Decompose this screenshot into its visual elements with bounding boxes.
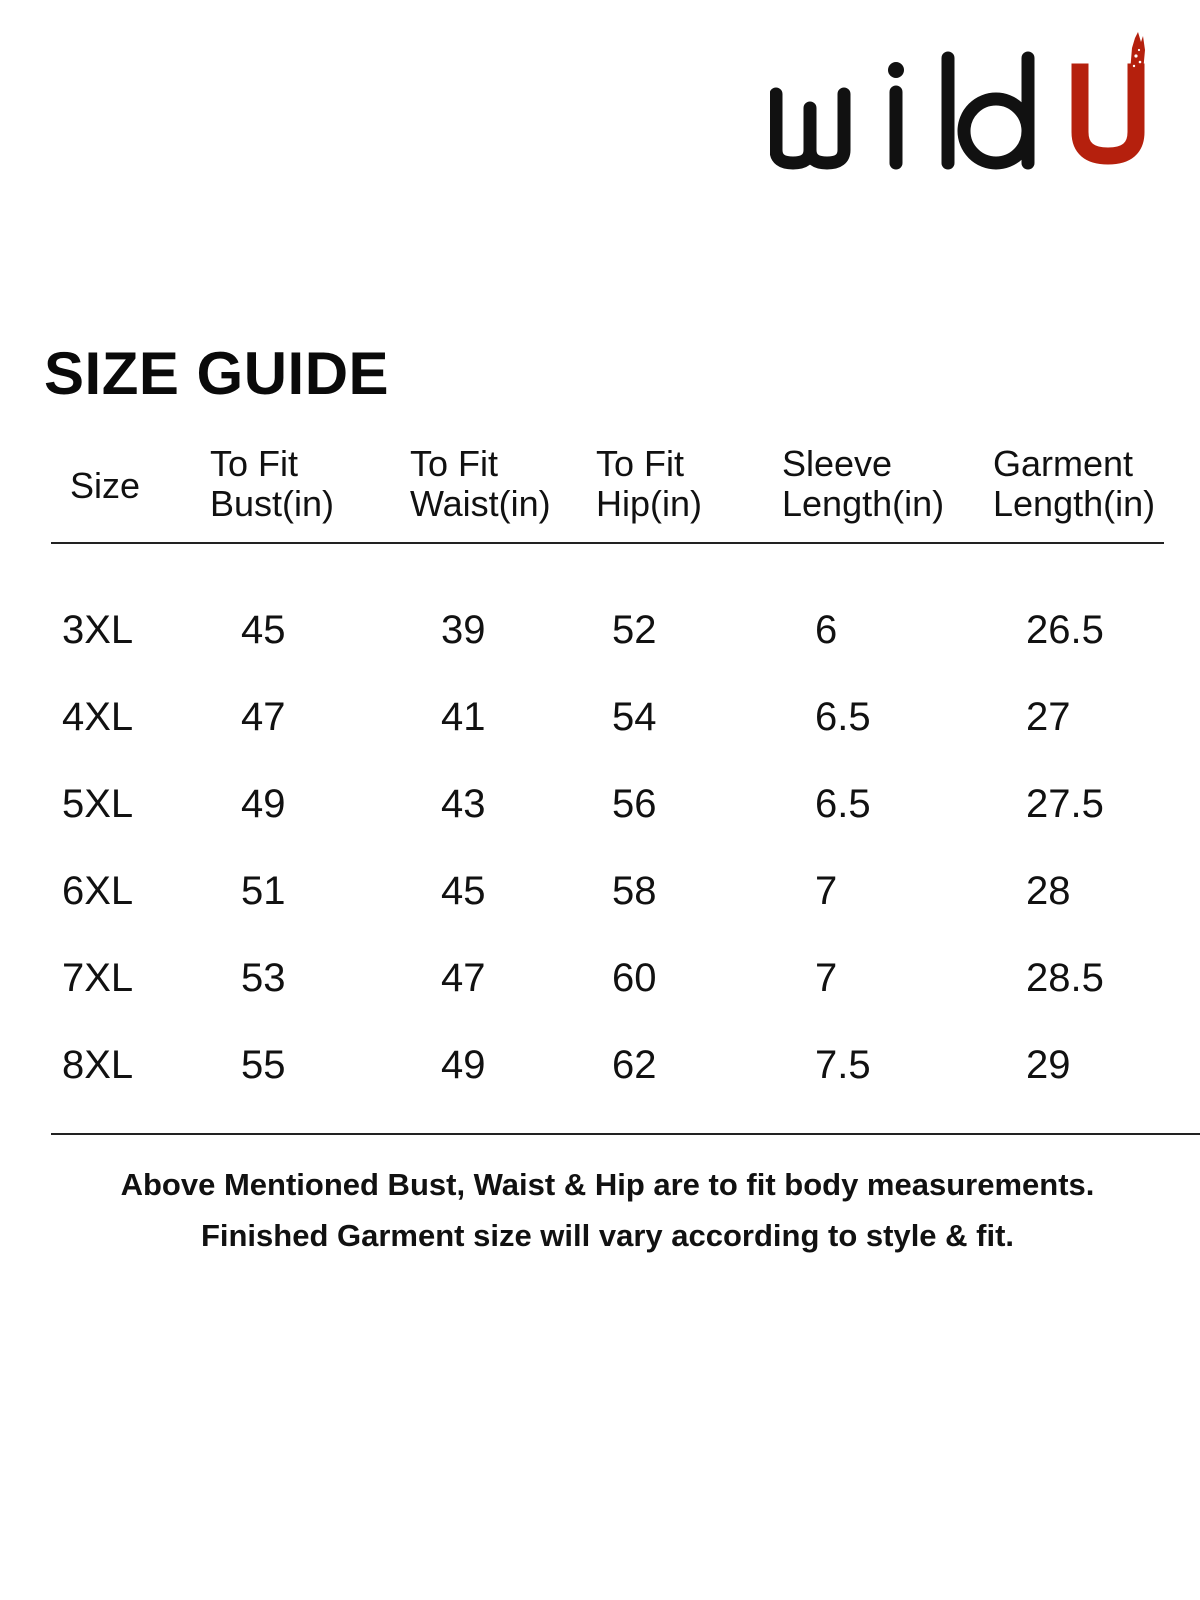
column-header-sleeve-line1: Sleeve	[782, 443, 893, 484]
table-row	[0, 600, 1200, 660]
header-divider	[51, 542, 1164, 544]
table-row	[0, 948, 1200, 1008]
column-header-sleeve-line2: Length(in)	[782, 483, 945, 524]
cell-garment: 27.5	[1026, 782, 1104, 826]
cell-garment: 28.5	[1026, 956, 1104, 1000]
cell-bust: 49	[241, 782, 286, 826]
cell-sleeve: 7	[815, 869, 838, 913]
cell-bust: 55	[241, 1043, 286, 1087]
cell-bust: 45	[241, 608, 286, 652]
table-row	[0, 1035, 1200, 1095]
page-title: SIZE GUIDE	[44, 340, 390, 407]
cell-waist: 39	[441, 608, 486, 652]
cell-waist: 45	[441, 869, 486, 913]
cell-sleeve: 6.5	[815, 782, 871, 826]
column-header-waist-line2: Waist(in)	[410, 483, 551, 524]
column-header-waist	[410, 444, 551, 524]
cell-sleeve: 7	[815, 956, 838, 1000]
column-header-hip	[596, 444, 702, 524]
brand-logo	[770, 28, 1180, 178]
cell-sleeve: 7.5	[815, 1043, 871, 1087]
cell-garment: 26.5	[1026, 608, 1104, 652]
cell-hip: 54	[612, 695, 657, 739]
column-header-garment-line1: Garment	[993, 443, 1134, 484]
cell-garment: 27	[1026, 695, 1071, 739]
cell-garment: 29	[1026, 1043, 1071, 1087]
column-header-size-line2: Size	[70, 465, 141, 506]
cell-waist: 41	[441, 695, 486, 739]
wild-u-logo-icon	[770, 28, 1180, 178]
cell-hip: 62	[612, 1043, 657, 1087]
column-header-bust-line1: To Fit	[210, 443, 299, 484]
note-line-1: Above Mentioned Bust, Waist & Hip are to fit body measurements.	[120, 1167, 1095, 1202]
cell-bust: 51	[241, 869, 286, 913]
note-line-2: Finished Garment size will vary according to style & fit.	[200, 1218, 1015, 1253]
cell-size: 3XL	[62, 608, 134, 652]
column-header-hip-line2: Hip(in)	[596, 483, 703, 524]
cell-size: 8XL	[62, 1043, 134, 1087]
cell-size: 6XL	[62, 869, 134, 913]
column-header-size	[70, 466, 140, 506]
cell-sleeve: 6	[815, 608, 838, 652]
cell-bust: 53	[241, 956, 286, 1000]
cell-size: 7XL	[62, 956, 134, 1000]
column-header-waist-line1: To Fit	[410, 443, 499, 484]
column-header-hip-line1: To Fit	[596, 443, 685, 484]
cell-hip: 60	[612, 956, 657, 1000]
table-row	[0, 774, 1200, 834]
cell-size: 5XL	[62, 782, 134, 826]
table-row	[0, 687, 1200, 747]
cell-sleeve: 6.5	[815, 695, 871, 739]
cell-garment: 28	[1026, 869, 1071, 913]
cell-hip: 58	[612, 869, 657, 913]
cell-bust: 47	[241, 695, 286, 739]
cell-hip: 52	[612, 608, 657, 652]
cell-waist: 47	[441, 956, 486, 1000]
cell-waist: 49	[441, 1043, 486, 1087]
column-header-bust-line2: Bust(in)	[210, 483, 335, 524]
cell-size: 4XL	[62, 695, 134, 739]
cell-waist: 43	[441, 782, 486, 826]
cell-hip: 56	[612, 782, 657, 826]
column-header-bust	[210, 444, 334, 524]
column-header-sleeve	[782, 444, 944, 524]
column-header-garment-line2: Length(in)	[993, 483, 1156, 524]
table-row	[0, 861, 1200, 921]
table-bottom-divider	[51, 1133, 1200, 1135]
column-header-garment	[993, 444, 1155, 524]
